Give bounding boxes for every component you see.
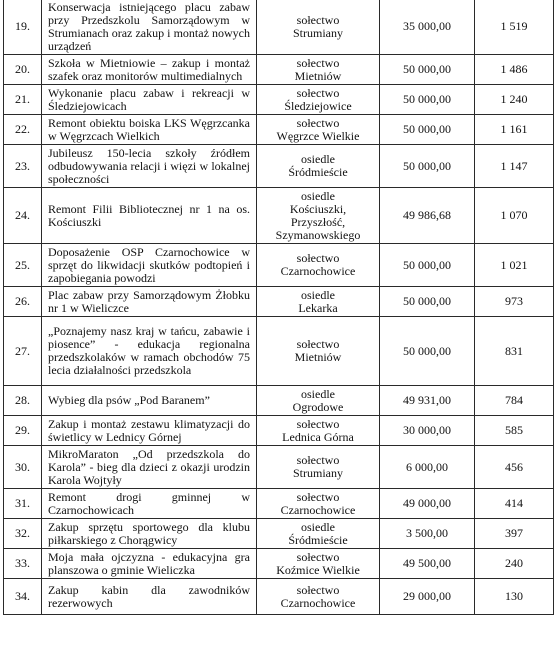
vote-count-cell: 1 486 (475, 55, 554, 85)
row-number-cell: 28. (4, 386, 42, 416)
row-number-cell: 30. (4, 446, 42, 489)
vote-count-cell: 1 070 (475, 188, 554, 244)
table-row (4, 287, 554, 317)
amount-cell: 50 000,00 (380, 317, 475, 386)
location-cell: sołectwo Koźmice Wielkie (257, 549, 380, 579)
row-number-cell: 32. (4, 519, 42, 549)
location-cell: osiedle Śródmieście (257, 519, 380, 549)
project-description-cell: MikroMaraton „Od przedszkola do Karola” - bieg dla dzieci z okazji urodzin Karola Wojtyły (42, 446, 257, 489)
project-description-cell: Moja mała ojczyzna - edukacyjna gra planszowa o gminie Wieliczka (42, 549, 257, 579)
location-cell: sołectwo Strumiany (257, 446, 380, 489)
location-cell: sołectwo Czarnochowice (257, 244, 380, 287)
project-description-cell: „Poznajemy nasz kraj w tańcu, zabawie i piosence” - edukacja regionalna przedszkolaków w ramach obchodów 75 lecia działalności przedszkola (42, 317, 257, 386)
table-row (4, 0, 554, 55)
location-cell: sołectwo Śledziejowice (257, 85, 380, 115)
project-description-cell: Remont obiektu boiska LKS Węgrzcanka w Węgrzcach Wielkich (42, 115, 257, 145)
location-cell: sołectwo Mietniów (257, 317, 380, 386)
row-number-cell: 23. (4, 145, 42, 188)
vote-count-cell: 973 (475, 287, 554, 317)
project-description-cell: Remont drogi gminnej w Czarnochowicach (42, 489, 257, 519)
amount-cell: 49 500,00 (380, 549, 475, 579)
table-row (4, 549, 554, 579)
amount-cell: 50 000,00 (380, 244, 475, 287)
amount-cell: 3 500,00 (380, 519, 475, 549)
location-cell: osiedle Kościuszki, Przyszłość, Szymanowskiego (257, 188, 380, 244)
location-cell: sołectwo Strumiany (257, 0, 380, 55)
project-description-cell: Wybieg dla psów „Pod Baranem” (42, 386, 257, 416)
table-row (4, 446, 554, 489)
row-number-cell: 25. (4, 244, 42, 287)
table-row (4, 489, 554, 519)
table-row (4, 416, 554, 446)
amount-cell: 29 000,00 (380, 579, 475, 615)
amount-cell: 50 000,00 (380, 115, 475, 145)
row-number-cell: 34. (4, 579, 42, 615)
projects-table (3, 0, 554, 615)
location-cell: osiedle Lekarka (257, 287, 380, 317)
table-row (4, 145, 554, 188)
project-description-cell: Jubileusz 150-lecia szkoły źródłem odbudowywania relacji i więzi w lokalnej społeczności (42, 145, 257, 188)
vote-count-cell: 831 (475, 317, 554, 386)
vote-count-cell: 1 519 (475, 0, 554, 55)
amount-cell: 30 000,00 (380, 416, 475, 446)
project-description-cell: Zakup i montaż zestawu klimatyzacji do świetlicy w Lednicy Górnej (42, 416, 257, 446)
vote-count-cell: 1 240 (475, 85, 554, 115)
vote-count-cell: 1 147 (475, 145, 554, 188)
amount-cell: 50 000,00 (380, 145, 475, 188)
vote-count-cell: 414 (475, 489, 554, 519)
location-cell: sołectwo Mietniów (257, 55, 380, 85)
row-number-cell: 20. (4, 55, 42, 85)
amount-cell: 50 000,00 (380, 85, 475, 115)
row-number-cell: 26. (4, 287, 42, 317)
vote-count-cell: 1 161 (475, 115, 554, 145)
project-description-cell: Zakup kabin dla zawodników rezerwowych (42, 579, 257, 615)
amount-cell: 6 000,00 (380, 446, 475, 489)
row-number-cell: 19. (4, 0, 42, 55)
table-row (4, 244, 554, 287)
amount-cell: 35 000,00 (380, 0, 475, 55)
location-cell: sołectwo Lednica Górna (257, 416, 380, 446)
location-cell: sołectwo Czarnochowice (257, 489, 380, 519)
row-number-cell: 33. (4, 549, 42, 579)
vote-count-cell: 456 (475, 446, 554, 489)
table-row (4, 519, 554, 549)
project-description-cell: Plac zabaw przy Samorządowym Żłobku nr 1 w Wieliczce (42, 287, 257, 317)
location-cell: sołectwo Węgrzce Wielkie (257, 115, 380, 145)
row-number-cell: 27. (4, 317, 42, 386)
amount-cell: 49 986,68 (380, 188, 475, 244)
location-cell: osiedle Ogrodowe (257, 386, 380, 416)
project-description-cell: Remont Filii Bibliotecznej nr 1 na os. Kościuszki (42, 188, 257, 244)
row-number-cell: 24. (4, 188, 42, 244)
table-row (4, 115, 554, 145)
table-row (4, 85, 554, 115)
vote-count-cell: 585 (475, 416, 554, 446)
table-row (4, 55, 554, 85)
table-row (4, 579, 554, 615)
location-cell: osiedle Śródmieście (257, 145, 380, 188)
vote-count-cell: 397 (475, 519, 554, 549)
project-description-cell: Doposażenie OSP Czarnochowice w sprzęt do likwidacji skutków podtopień i zapobiegania powodzi (42, 244, 257, 287)
project-description-cell: Szkoła w Mietniowie – zakup i montaż szafek oraz monitorów multimedialnych (42, 55, 257, 85)
vote-count-cell: 1 021 (475, 244, 554, 287)
vote-count-cell: 784 (475, 386, 554, 416)
amount-cell: 49 000,00 (380, 489, 475, 519)
amount-cell: 50 000,00 (380, 55, 475, 85)
project-description-cell: Zakup sprzętu sportowego dla klubu piłkarskiego z Chorągwicy (42, 519, 257, 549)
projects-table-body (4, 0, 554, 615)
row-number-cell: 29. (4, 416, 42, 446)
location-cell: sołectwo Czarnochowice (257, 579, 380, 615)
table-row (4, 386, 554, 416)
row-number-cell: 31. (4, 489, 42, 519)
vote-count-cell: 130 (475, 579, 554, 615)
project-description-cell: Wykonanie placu zabaw i rekreacji w Śledziejowicach (42, 85, 257, 115)
table-row (4, 188, 554, 244)
project-description-cell: Konserwacja istniejącego placu zabaw przy Przedszkolu Samorządowym w Strumianach oraz zakup i montaż nowych urządzeń (42, 0, 257, 55)
vote-count-cell: 240 (475, 549, 554, 579)
amount-cell: 50 000,00 (380, 287, 475, 317)
amount-cell: 49 931,00 (380, 386, 475, 416)
row-number-cell: 21. (4, 85, 42, 115)
row-number-cell: 22. (4, 115, 42, 145)
table-row (4, 317, 554, 386)
